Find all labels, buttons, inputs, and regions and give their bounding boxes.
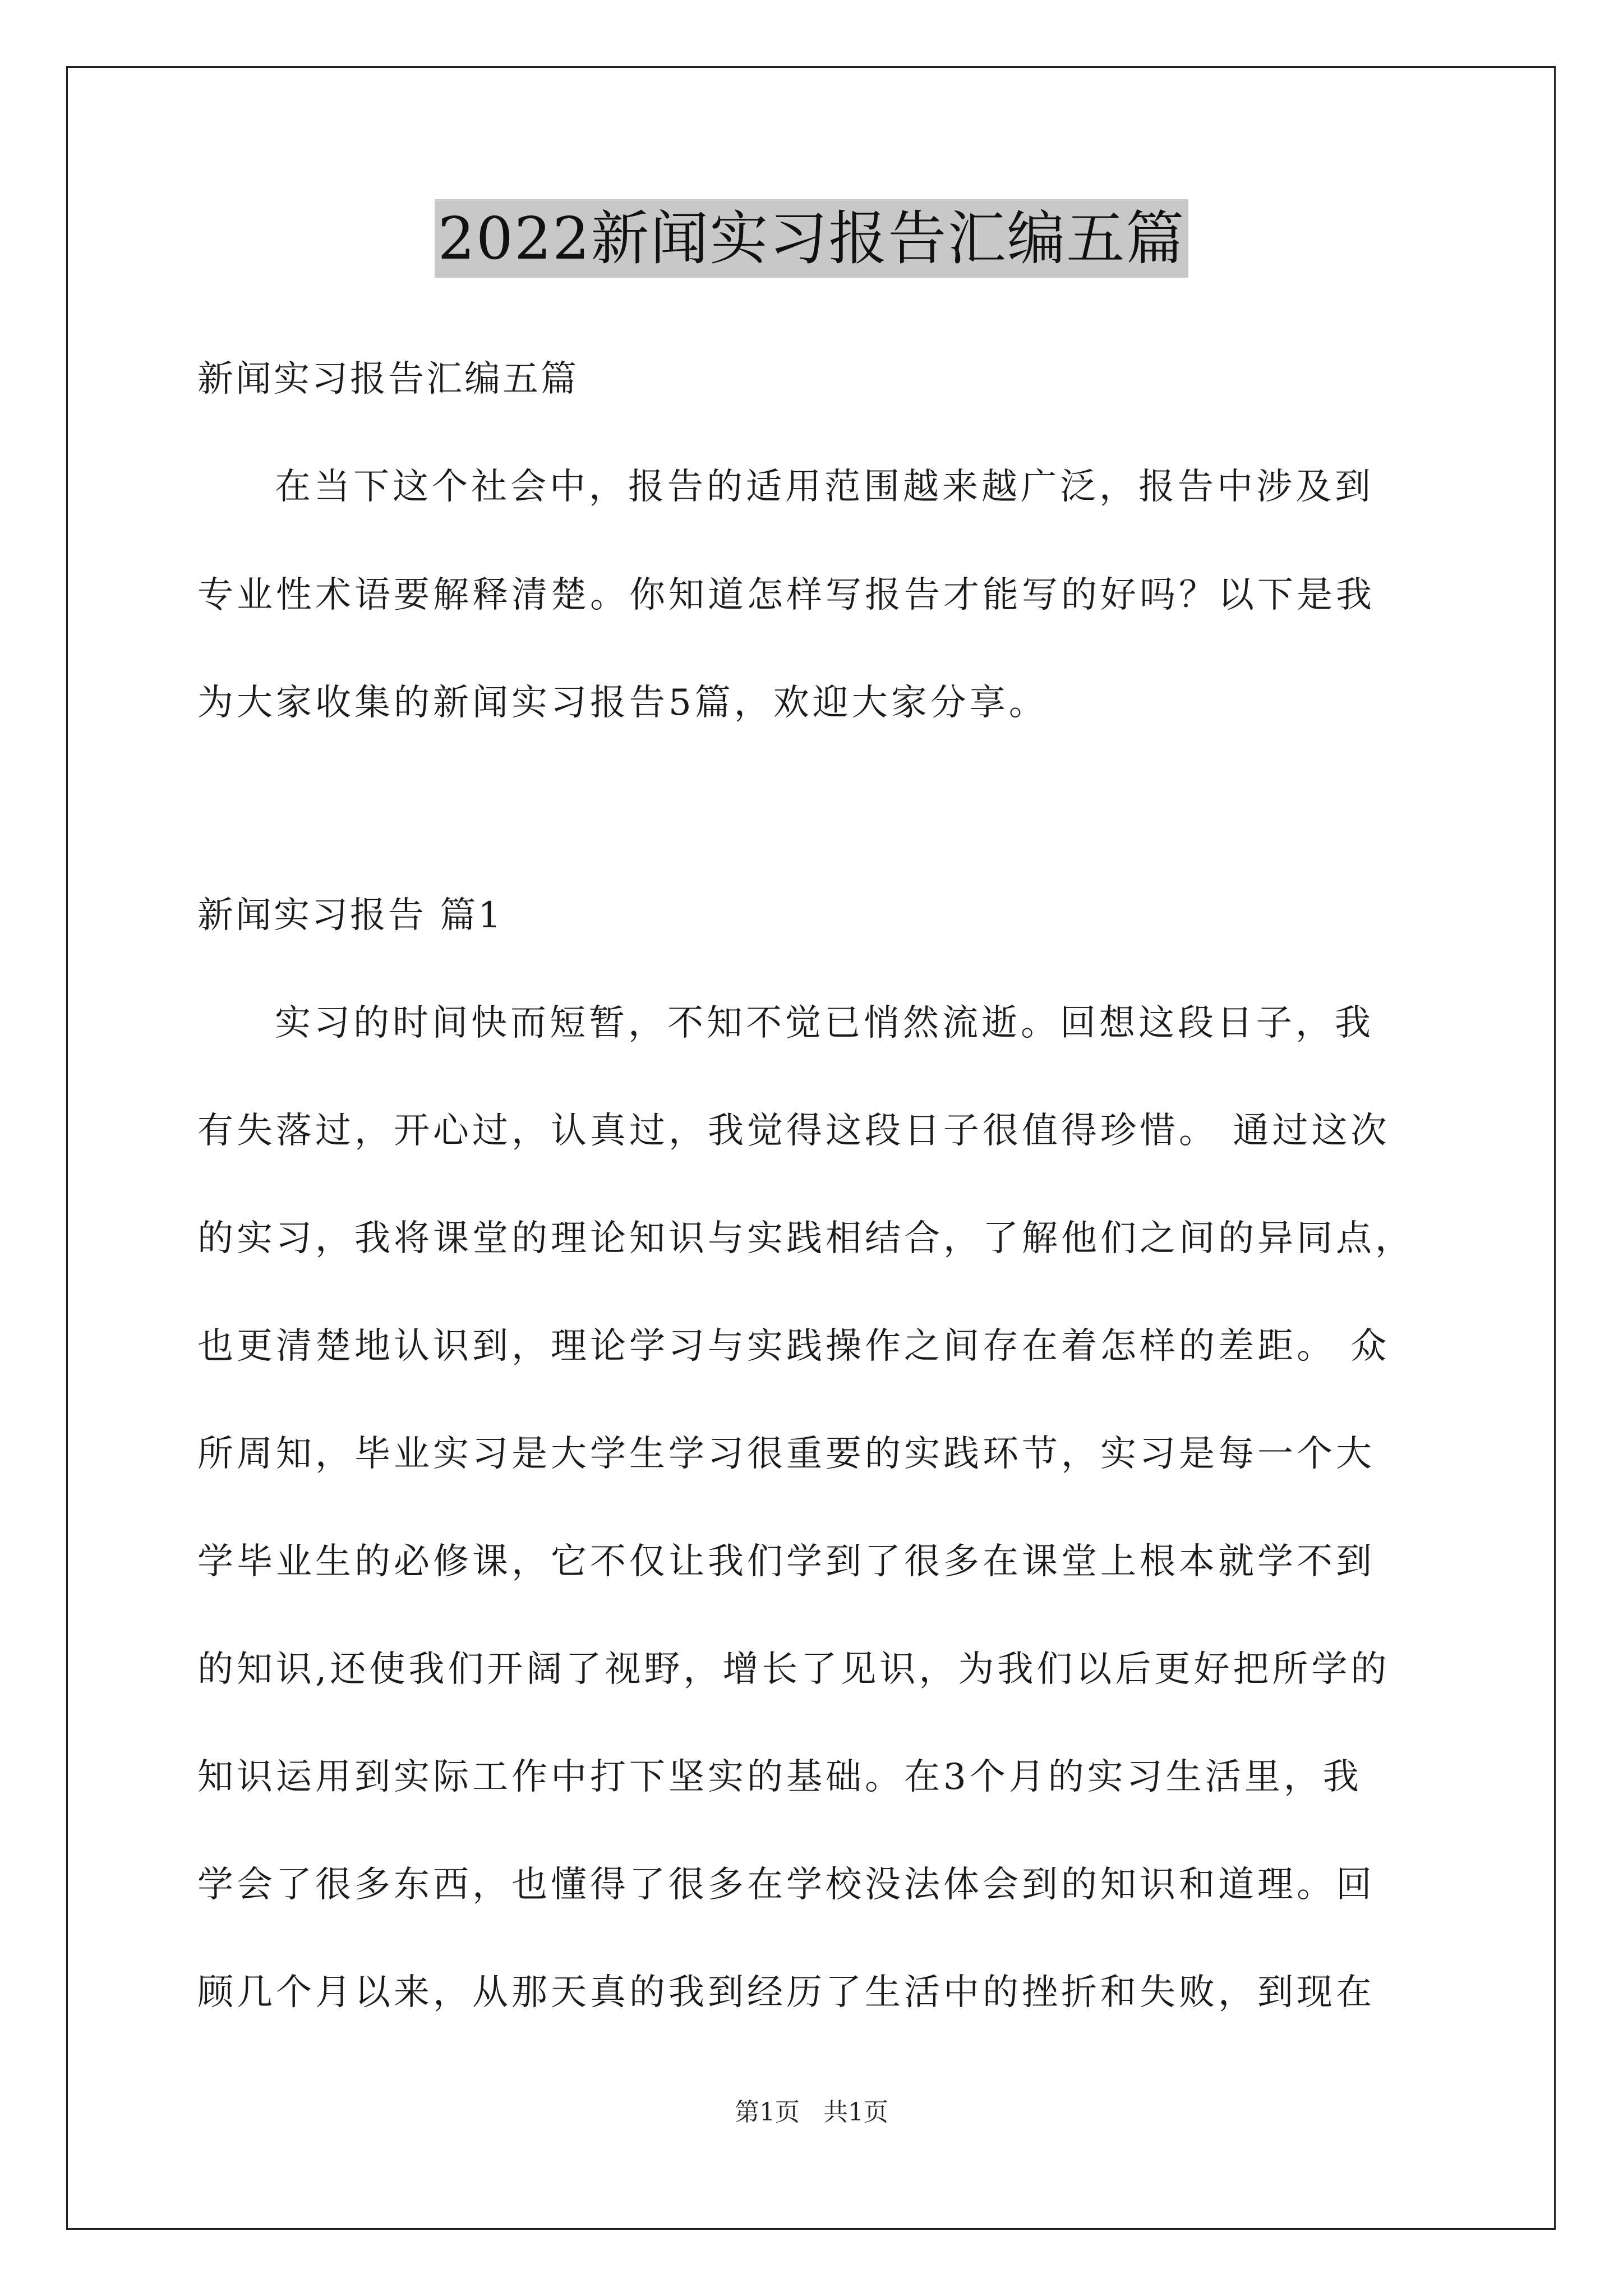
section-heading: 新闻实习报告 篇1	[197, 895, 504, 936]
body-line: 顾几个月以来，从那天真的我到经历了生活中的挫折和失败，到现在	[197, 1972, 1375, 2013]
body-line: 的知识,还使我们开阔了视野，增长了见识，为我们以后更好把所学的	[197, 1649, 1390, 1690]
document-title: 2022新闻实习报告汇编五篇	[435, 199, 1189, 278]
body-line: 实习的时间快而短暂，不知不觉已悄然流逝。回想这段日子，我	[275, 1002, 1374, 1044]
page-total: 共1页	[823, 2098, 888, 2127]
intro-line: 专业性术语要解释清楚。你知道怎样写报告才能写的好吗？以下是我	[197, 574, 1375, 616]
body-line: 的实习，我将课堂的理论知识与实践相结合，了解他们之间的异同点，	[197, 1218, 1414, 1259]
document-subtitle: 新闻实习报告汇编五篇	[197, 358, 579, 400]
body-line: 所周知，毕业实习是大学生学习很重要的实践环节，实习是每一个大	[197, 1433, 1375, 1475]
body-line: 有失落过，开心过，认真过，我觉得这段日子很值得珍惜。 通过这次	[197, 1110, 1390, 1152]
page-footer	[0, 2097, 1623, 2128]
intro-line: 为大家收集的新闻实习报告5篇，欢迎大家分享。	[197, 682, 1048, 724]
intro-line: 在当下这个社会中，报告的适用范围越来越广泛，报告中涉及到	[275, 466, 1374, 508]
body-line: 知识运用到实际工作中打下坚实的基础。在3个月的实习生活里，我	[197, 1756, 1362, 1798]
page-number: 第1页	[735, 2098, 800, 2127]
body-line: 学会了很多东西，也懂得了很多在学校没法体会到的知识和道理。回	[197, 1864, 1375, 1906]
body-line: 学毕业生的必修课，它不仅让我们学到了很多在课堂上根本就学不到	[197, 1541, 1375, 1582]
body-line: 也更清楚地认识到，理论学习与实践操作之间存在着怎样的差距。 众	[197, 1326, 1390, 1367]
title-container	[0, 199, 1623, 278]
